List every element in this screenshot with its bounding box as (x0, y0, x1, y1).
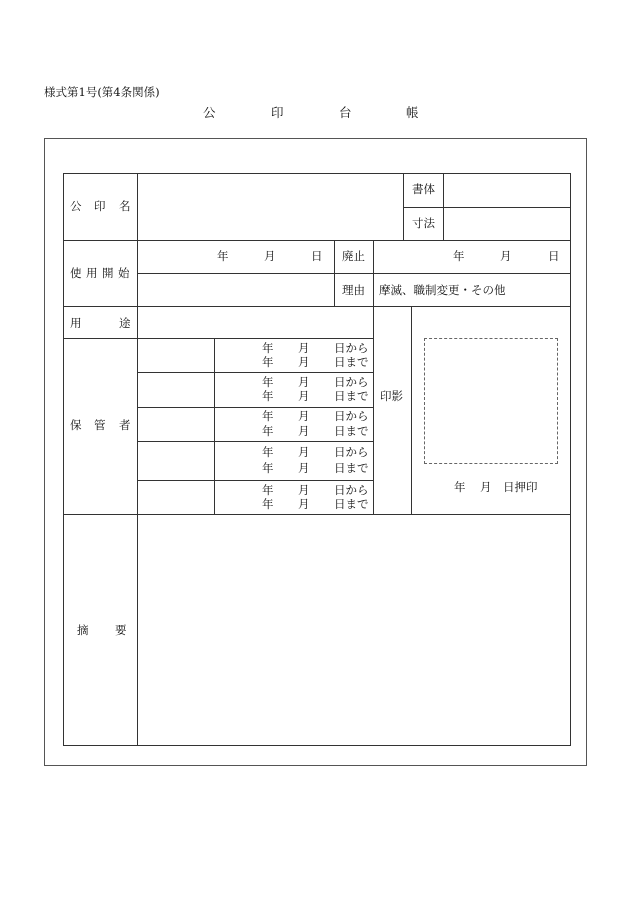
row-divider-typeface (403, 207, 571, 208)
label-start-use-2: 用 (86, 266, 98, 280)
label-seal-name-2: 印 (94, 199, 106, 213)
custodian-4-to-month: 月 (298, 461, 310, 475)
label-purpose-1: 用 (70, 316, 82, 330)
label-summary-1: 摘 (77, 623, 89, 637)
custodian-5-to-day: 日まで (334, 497, 369, 511)
abolition-month: 月 (500, 249, 512, 263)
custodian-name-divider (214, 338, 215, 514)
label-size: 寸法 (412, 216, 435, 230)
label-custodian-2: 管 (94, 418, 106, 432)
label-custodian-3: 者 (119, 418, 131, 432)
custodian-1-to-year: 年 (262, 355, 274, 369)
title-char-3: 台 (339, 105, 352, 120)
label-reason: 理由 (342, 283, 365, 297)
label-column-divider (137, 173, 138, 745)
label-abolition: 廃止 (342, 249, 365, 263)
label-seal-name-1: 公 (70, 199, 82, 213)
custodian-1-to-day: 日まで (334, 355, 369, 369)
custodian-4-from-day: 日から (334, 445, 369, 459)
stamp-year: 年 (454, 480, 466, 494)
custodian-3-from-month: 月 (298, 409, 310, 423)
form-number: 様式第1号(第4条関係) (44, 85, 160, 99)
start-month: 月 (264, 249, 276, 263)
custodian-2-to-year: 年 (262, 389, 274, 403)
row-divider-dates (137, 273, 571, 274)
row-divider-reason (63, 306, 571, 307)
label-typeface: 書体 (412, 182, 435, 196)
table-bottom-border (63, 745, 571, 746)
custodian-3-to-year: 年 (262, 424, 274, 438)
custodian-1-from-month: 月 (298, 341, 310, 355)
label-seal-name-3: 名 (119, 199, 131, 213)
start-day: 日 (311, 249, 323, 263)
table-left-border (63, 173, 64, 745)
custodian-4-to-year: 年 (262, 461, 274, 475)
label-summary-2: 要 (115, 623, 127, 637)
row-divider-custodian-3 (137, 441, 373, 442)
title-char-4: 帳 (406, 105, 419, 120)
abolition-label-left (334, 240, 335, 306)
row-divider-seal-name (63, 240, 571, 241)
row-divider-custodian-end (63, 514, 571, 515)
abolition-day: 日 (548, 249, 560, 263)
custodian-1-from-day: 日から (334, 341, 369, 355)
label-start-use-3: 開 (102, 266, 114, 280)
stamp-area (424, 338, 558, 464)
custodian-5-from-year: 年 (262, 483, 274, 497)
typeface-label-right (443, 173, 444, 240)
custodian-2-to-month: 月 (298, 389, 310, 403)
custodian-3-from-year: 年 (262, 409, 274, 423)
start-year: 年 (217, 249, 229, 263)
custodian-2-to-day: 日まで (334, 389, 369, 403)
impression-column-left (373, 240, 374, 514)
reason-value: 摩滅、職制変更・その他 (379, 283, 506, 297)
impression-column-right (411, 306, 412, 514)
custodian-4-from-year: 年 (262, 445, 274, 459)
custodian-3-from-day: 日から (334, 409, 369, 423)
custodian-4-to-day: 日まで (334, 461, 369, 475)
table-top-border (63, 173, 571, 174)
custodian-4-from-month: 月 (298, 445, 310, 459)
title-char-1: 公 (203, 105, 216, 120)
label-impression: 印影 (380, 389, 403, 403)
custodian-3-to-month: 月 (298, 424, 310, 438)
abolition-year: 年 (453, 249, 465, 263)
table-right-border (570, 173, 571, 745)
title-char-2: 印 (271, 105, 284, 120)
row-divider-custodian-2 (137, 407, 373, 408)
label-custodian-1: 保 (70, 418, 82, 432)
custodian-1-from-year: 年 (262, 341, 274, 355)
custodian-5-to-month: 月 (298, 497, 310, 511)
label-start-use-4: 始 (118, 266, 130, 280)
custodian-3-to-day: 日まで (334, 424, 369, 438)
custodian-5-from-day: 日から (334, 483, 369, 497)
custodian-2-from-year: 年 (262, 375, 274, 389)
custodian-2-from-month: 月 (298, 375, 310, 389)
stamp-day: 日押印 (503, 480, 538, 494)
row-divider-purpose (63, 338, 373, 339)
typeface-label-left (403, 173, 404, 240)
label-purpose-2: 途 (119, 316, 131, 330)
custodian-2-from-day: 日から (334, 375, 369, 389)
row-divider-custodian-1 (137, 372, 373, 373)
label-start-use-1: 使 (70, 266, 82, 280)
row-divider-custodian-4 (137, 480, 373, 481)
custodian-1-to-month: 月 (298, 355, 310, 369)
custodian-5-from-month: 月 (298, 483, 310, 497)
custodian-5-to-year: 年 (262, 497, 274, 511)
stamp-month: 月 (480, 480, 492, 494)
